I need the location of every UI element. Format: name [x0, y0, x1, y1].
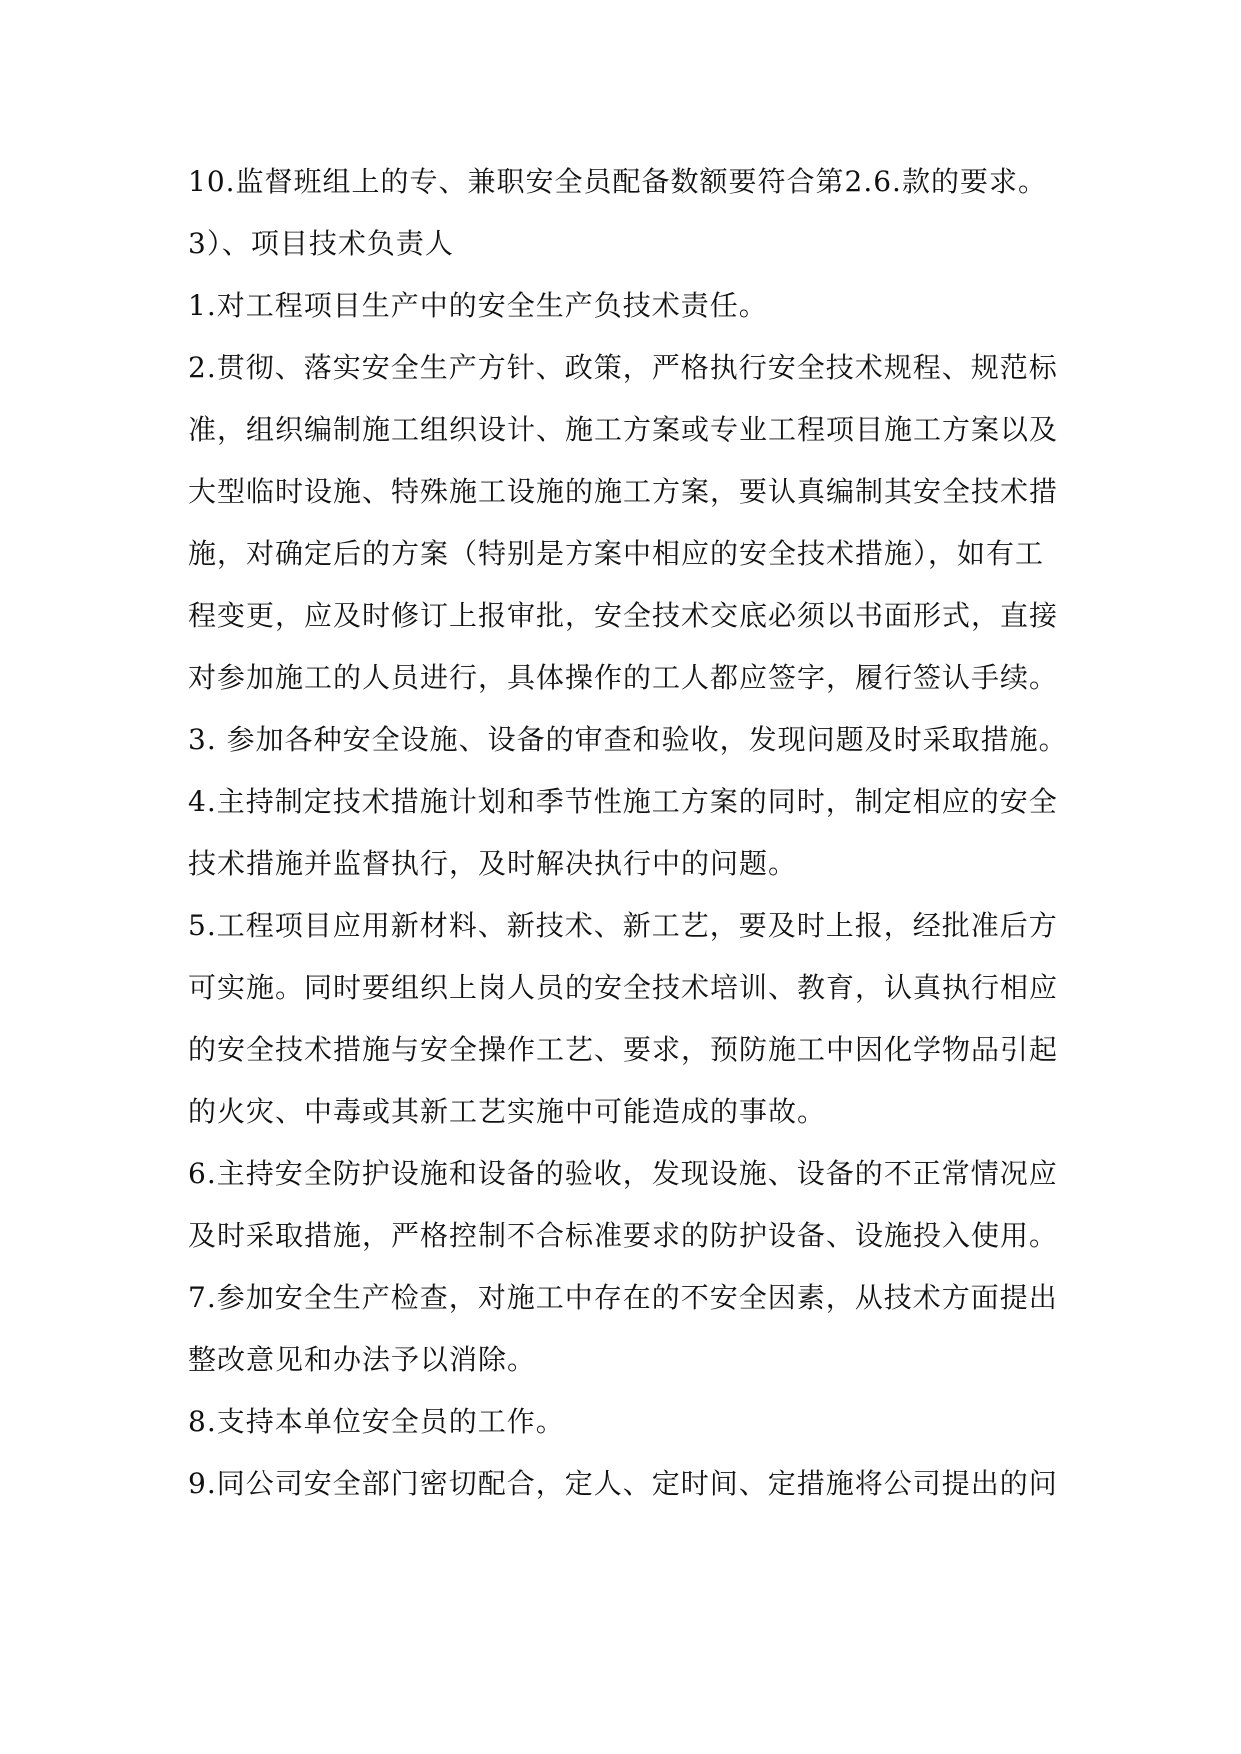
text-line-7: 施，对确定后的方案（特别是方案中相应的安全技术措施），如有工: [188, 537, 1045, 570]
text-line-9: 对参加施工的人员进行，具体操作的工人都应签字，履行签认手续。: [188, 661, 1059, 694]
text-line-16: 的火灾、中毒或其新工艺实施中可能造成的事故。: [188, 1095, 827, 1128]
text-line-11: 4.主持制定技术措施计划和季节性施工方案的同时，制定相应的安全: [188, 785, 1058, 818]
text-line-2: 3）、项目技术负责人: [188, 227, 454, 260]
text-line-1: 10.监督班组上的专、兼职安全员配备数额要符合第2.6.款的要求。: [188, 165, 1047, 198]
text-line-15: 的安全技术措施与安全操作工艺、要求，预防施工中因化学物品引起: [188, 1033, 1059, 1066]
text-line-6: 大型临时设施、特殊施工设施的施工方案，要认真编制其安全技术措: [188, 475, 1059, 508]
text-line-12: 技术措施并监督执行，及时解决执行中的问题。: [188, 847, 798, 880]
text-line-19: 7.参加安全生产检查，对施工中存在的不安全因素，从技术方面提出: [188, 1281, 1058, 1314]
text-line-4: 2.贯彻、落实安全生产方针、政策，严格执行安全技术规程、规范标: [188, 351, 1058, 384]
text-line-20: 整改意见和办法予以消除。: [188, 1343, 537, 1376]
text-line-13: 5.工程项目应用新材料、新技术、新工艺，要及时上报，经批准后方: [188, 909, 1058, 942]
text-line-3: 1.对工程项目生产中的安全生产负技术责任。: [188, 289, 768, 322]
text-line-22: 9.同公司安全部门密切配合，定人、定时间、定措施将公司提出的问: [188, 1467, 1058, 1500]
text-line-18: 及时采取措施，严格控制不合标准要求的防护设备、设施投入使用。: [188, 1219, 1059, 1252]
text-line-5: 准，组织编制施工组织设计、施工方案或专业工程项目施工方案以及: [188, 413, 1059, 446]
text-line-8: 程变更，应及时修订上报审批，安全技术交底必须以书面形式，直接: [188, 599, 1059, 632]
text-line-21: 8.支持本单位安全员的工作。: [188, 1405, 565, 1438]
text-line-10: 3. 参加各种安全设施、设备的审查和验收，发现问题及时采取措施。: [188, 723, 1068, 756]
document-body: [188, 151, 1068, 1515]
text-line-14: 可实施。同时要组织上岗人员的安全技术培训、教育，认真执行相应: [188, 971, 1059, 1004]
text-line-17: 6.主持安全防护设施和设备的验收，发现设施、设备的不正常情况应: [188, 1157, 1058, 1190]
